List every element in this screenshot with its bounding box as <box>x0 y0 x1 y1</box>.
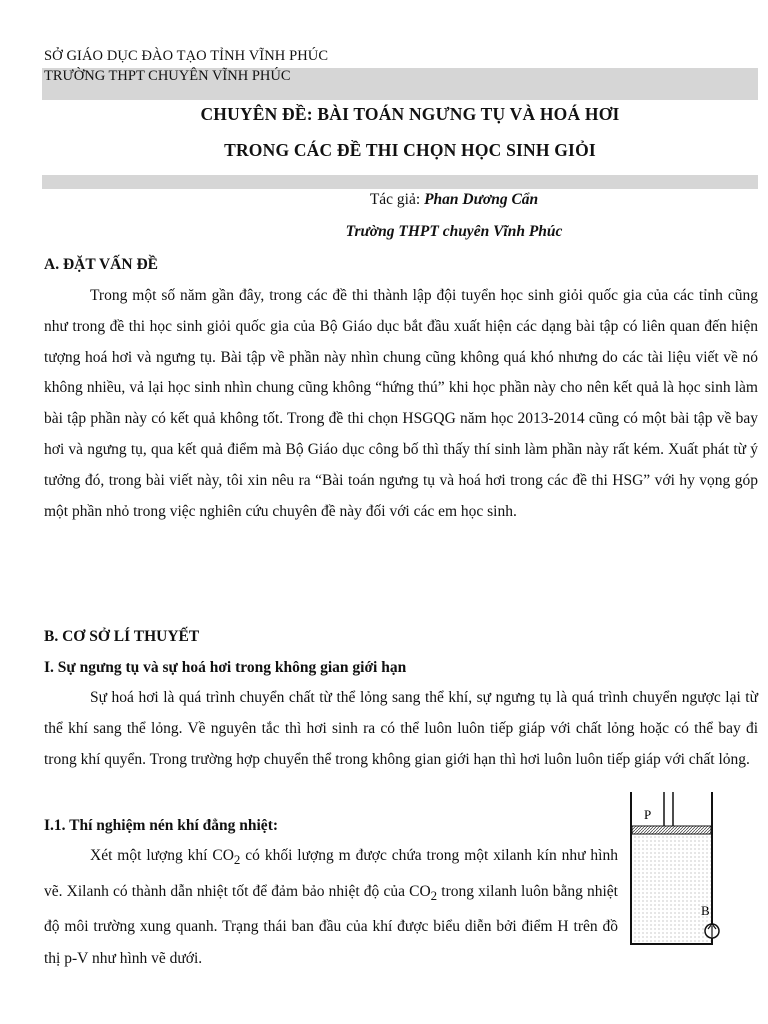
p2-part-c: trong xilanh luôn bằng nhiệt độ môi trường xung quanh. Trạng thái ban đầu của khí được biểu diễn bởi điểm H trên đồ thị p-V như hình vẽ dưới. <box>44 882 618 967</box>
section-b-paragraph-2 <box>44 840 618 974</box>
school-header: TRƯỜNG THPT CHUYÊN VĨNH PHÚC <box>44 68 291 84</box>
label-b: B <box>701 903 710 918</box>
section-a-body <box>44 281 758 527</box>
author-school: Trường THPT chuyên Vĩnh Phúc <box>345 223 563 240</box>
section-b-heading: B. CƠ SỞ LÍ THUYẾT <box>44 628 200 645</box>
section-a-paragraph: Trong một số năm gần đây, trong các đề thi thành lập đội tuyển học sinh giỏi quốc gia của các tỉnh cũng như trong đề thi học sinh giỏi quốc gia của Bộ Giáo dục bắt đầu xuất hiện các dạng bài tập có liên quan đến hiện tượng hoá hơi và ngưng tụ. Bài tập về phần này nhìn chung cũng không quá khó nhưng do các tài liệu viết về nó không nhiều, vả lại học sinh nhìn chung cũng không “hứng thú” khi học phần này cho nên kết quả là học sinh làm bài tập phần này có kết quả không tốt. Trong đề thi chọn HSGQG năm học 2013-2014 cũng có một bài tập về bay hơi và ngưng tụ, qua kết quả điểm mà Bộ Giáo dục công bố thì thấy thí sinh làm phần này rất kém. Xuất phát từ ý tưởng đó, trong bài viết này, tôi xin nêu ra “Bài toán ngưng tụ và hoá hơi trong các đề thi HSG” với hy vọng góp một phần nhỏ trong việc nghiên cứu chuyên đề này đối với các em học sinh. <box>44 287 758 520</box>
section-b-sub1: I. Sự ngưng tụ và sự hoá hơi trong không gian giới hạn <box>44 659 407 676</box>
piston <box>632 826 711 834</box>
section-b-body-2 <box>44 840 618 974</box>
title-line-2: TRONG CÁC ĐỀ THI CHỌN HỌC SINH GIỎI <box>224 140 596 160</box>
author-line <box>0 191 768 209</box>
section-b-sub2: I.1. Thí nghiệm nén khí đẳng nhiệt: <box>44 817 279 834</box>
cylinder-diagram <box>626 788 726 958</box>
section-b-paragraph-1: Sự hoá hơi là quá trình chuyển chất từ thể lỏng sang thể khí, sự ngưng tụ là quá trình chuyển ngược lại từ thể khí sang thể lỏng. Về nguyên tắc thì hơi sinh ra có thể luôn luôn tiếp giáp với chất lỏng hoặc có thể bay đi trong khí quyển. Trong trường hợp chuyển thể trong không gian giới hạn thì hơi luôn luôn tiếp giáp với chất lỏng. <box>44 689 758 768</box>
section-a-heading: A. ĐẶT VẤN ĐỀ <box>44 256 158 273</box>
title-line-1: CHUYÊN ĐỀ: BÀI TOÁN NGƯNG TỤ VÀ HOÁ HƠI <box>200 104 620 124</box>
p2-part-a: Xét một lượng khí CO <box>90 847 234 864</box>
p2-part-b: có khối lượng m được chứa trong một xilanh kín như hình vẽ. Xilanh có thành dẫn nhiệt tốt để đảm bảo nhiệt độ của CO <box>44 847 618 900</box>
gas-region <box>632 834 711 943</box>
author-prefix: Tác giả: <box>369 191 425 208</box>
department-header: SỞ GIÁO DỤC ĐÀO TẠO TỈNH VĨNH PHÚC <box>44 48 329 64</box>
co2-subscript-2: 2 <box>430 887 438 903</box>
co2-subscript-1: 2 <box>233 852 241 868</box>
label-p: P <box>644 807 652 822</box>
title-divider-band <box>42 175 758 189</box>
section-b-body-1 <box>44 683 758 775</box>
author-name: Phan Dương Cẩn <box>424 191 539 208</box>
